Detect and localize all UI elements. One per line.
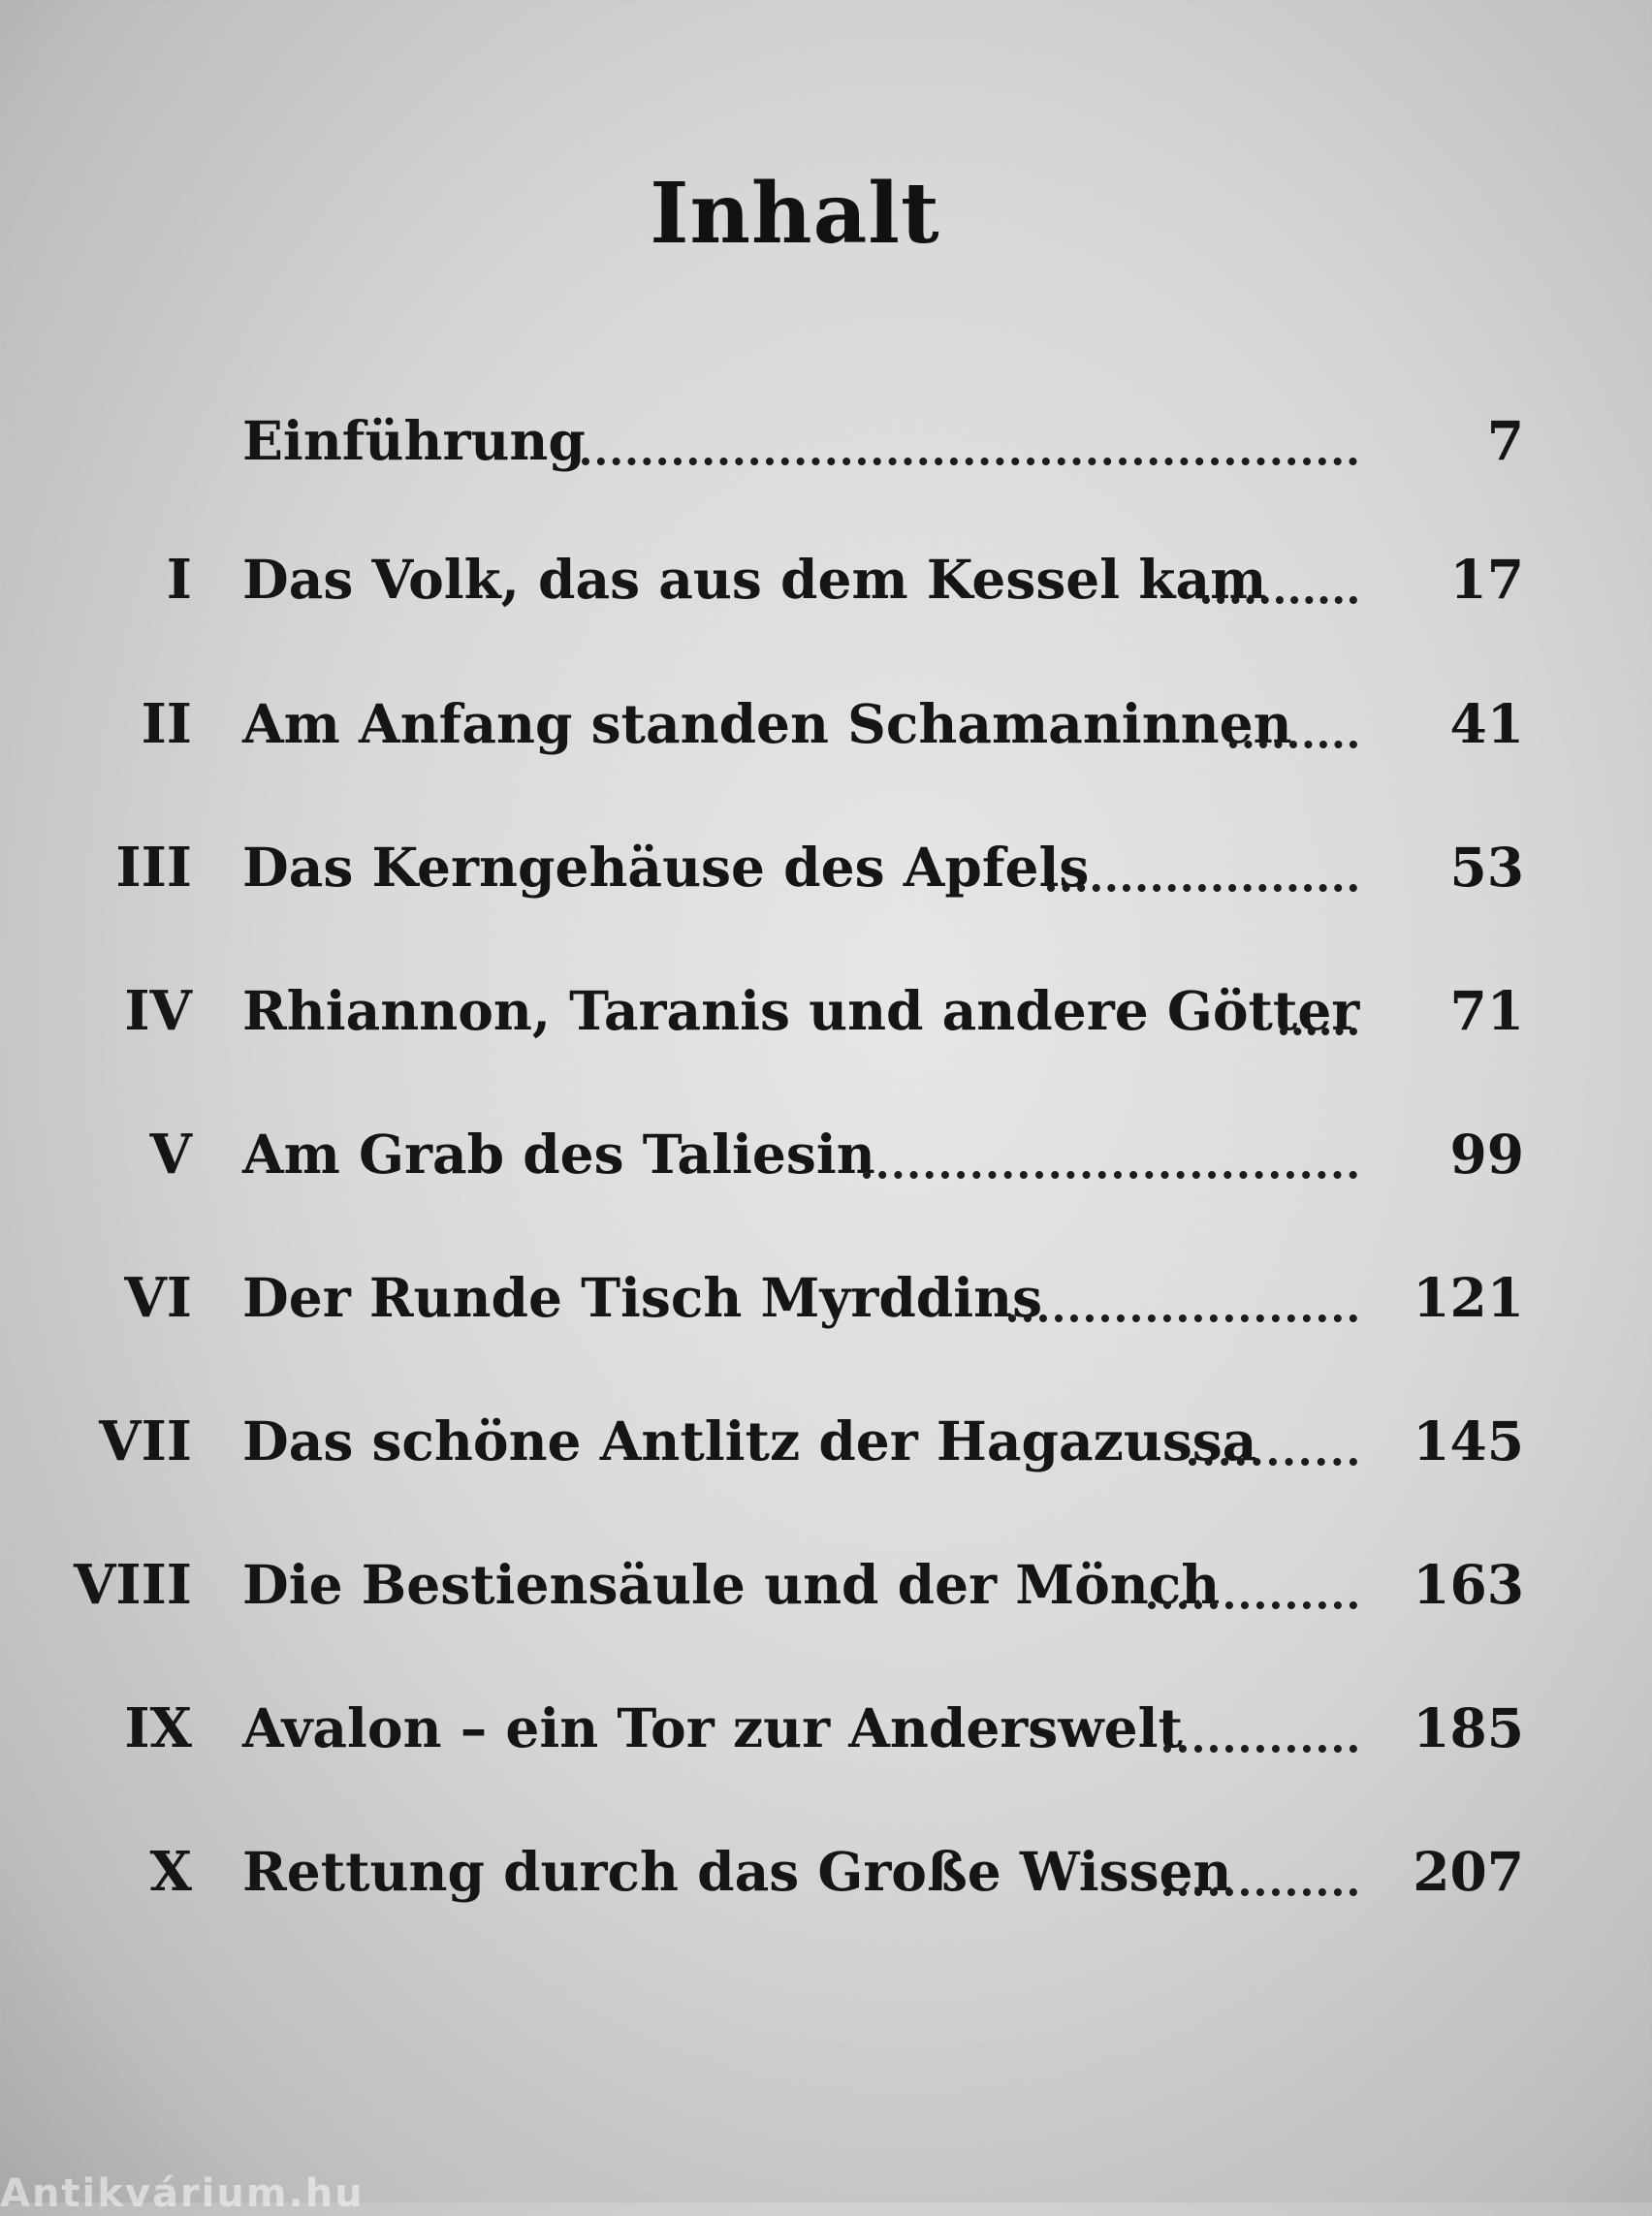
page-number: 121 — [1413, 1266, 1524, 1329]
chapter-numeral: III — [115, 836, 192, 900]
dot-leader — [1008, 1305, 1357, 1322]
chapter-title: Avalon – ein Tor zur Anderswelt — [242, 1696, 1183, 1759]
page-number: 185 — [1413, 1696, 1524, 1759]
toc-entry-einfuehrung — [58, 397, 1524, 485]
chapter-title: Am Grab des Taliesin — [242, 1123, 875, 1186]
dot-leader — [1148, 1592, 1357, 1609]
toc-entry-8 — [58, 1541, 1524, 1629]
chapter-numeral: X — [149, 1840, 192, 1904]
page-number: 163 — [1413, 1553, 1524, 1616]
page-number: 41 — [1449, 692, 1524, 755]
chapter-numeral: I — [166, 548, 192, 612]
dot-leader — [1229, 731, 1357, 748]
chapter-title: Die Bestiensäule und der Mönch — [242, 1553, 1221, 1616]
chapter-numeral: IV — [124, 979, 192, 1043]
dot-leader — [582, 448, 1357, 465]
toc-entry-1 — [58, 536, 1524, 623]
page-title: Inhalt — [650, 165, 940, 263]
dot-leader — [1163, 1879, 1357, 1896]
toc-entry-7 — [58, 1398, 1524, 1485]
chapter-title: Rettung durch das Große Wissen — [242, 1840, 1232, 1903]
dot-leader — [1189, 1448, 1357, 1466]
chapter-title: Das schöne Antlitz der Hagazussa — [242, 1409, 1257, 1472]
toc-entry-5 — [58, 1111, 1524, 1198]
chapter-numeral: II — [141, 692, 192, 756]
dot-leader — [1280, 1018, 1357, 1035]
page-number: 145 — [1413, 1409, 1524, 1472]
chapter-numeral: V — [149, 1123, 192, 1187]
toc-entry-3 — [58, 824, 1524, 911]
chapter-numeral: VII — [99, 1409, 192, 1473]
toc-entry-2 — [58, 681, 1524, 768]
dot-leader — [1202, 586, 1357, 604]
dot-leader — [1047, 874, 1357, 892]
page-number: 7 — [1486, 409, 1524, 472]
page-number: 71 — [1449, 979, 1524, 1042]
toc-entry-10 — [58, 1828, 1524, 1915]
watermark: Antikvárium.hu — [0, 2171, 365, 2216]
dot-leader — [1163, 1735, 1357, 1753]
page-number: 53 — [1449, 836, 1524, 899]
chapter-numeral: IX — [124, 1696, 192, 1760]
page-number: 17 — [1449, 548, 1524, 611]
chapter-title: Der Runde Tisch Myrddins — [242, 1266, 1043, 1329]
chapter-title: Das Volk, das aus dem Kessel kam — [242, 548, 1267, 611]
toc-entry-4 — [58, 967, 1524, 1055]
chapter-numeral: VI — [124, 1266, 192, 1330]
chapter-numeral: VIII — [73, 1553, 192, 1617]
chapter-title: Am Anfang standen Schamaninnen — [242, 692, 1292, 755]
chapter-title: Rhiannon, Taranis und andere Götter — [242, 979, 1360, 1042]
page-number: 99 — [1449, 1123, 1524, 1186]
page-number: 207 — [1413, 1840, 1524, 1903]
toc-entry-6 — [58, 1254, 1524, 1342]
chapter-title: Einführung — [242, 409, 586, 472]
chapter-title: Das Kerngehäuse des Apfels — [242, 836, 1090, 899]
dot-leader — [863, 1161, 1357, 1179]
toc-entry-9 — [58, 1685, 1524, 1772]
